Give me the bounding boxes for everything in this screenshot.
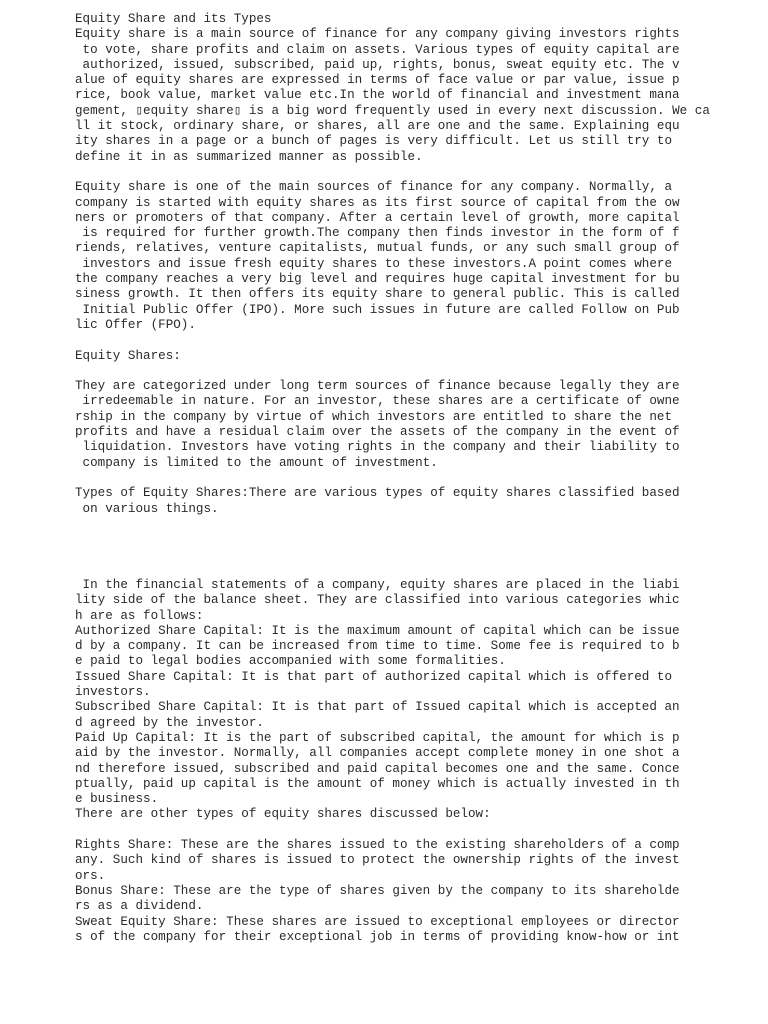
text-line: Types of Equity Shares:There are various types of equity shares classified based: [75, 486, 680, 501]
text-line: rship in the company by virtue of which investors are entitled to share the net: [75, 409, 673, 424]
text-line: investors and issue fresh equity shares to these investors.A point comes where: [75, 256, 673, 271]
text-line: Sweat Equity Share: These shares are issued to exceptional employees or director: [75, 914, 680, 929]
text-line: Bonus Share: These are the type of shares given by the company to its shareholde: [75, 883, 680, 898]
text-line: ity shares in a page or a bunch of pages is very difficult. Let us still try to: [75, 134, 673, 149]
text-line: ll it stock, ordinary share, or shares, all are one and the same. Explaining equ: [75, 119, 680, 134]
text-line: gement, ▯equity share▯ is a big word frequently used in every next discussion. We ca: [75, 103, 710, 118]
text-line: Equity Shares:: [75, 348, 181, 363]
text-line: lic Offer (FPO).: [75, 317, 196, 332]
text-line: nd therefore issued, subscribed and paid capital becomes one and the same. Conce: [75, 761, 680, 776]
blank-line: [75, 563, 755, 578]
text-line: ors.: [75, 868, 106, 883]
document-page: [75, 12, 755, 945]
blank-line: [75, 823, 755, 838]
text-line: Equity Share and its Types: [75, 12, 272, 26]
text-line: Subscribed Share Capital: It is that part of Issued capital which is accepted an: [75, 700, 680, 715]
text-line: aid by the investor. Normally, all companies accept complete money in one shot a: [75, 746, 680, 761]
text-line: irredeemable in nature. For an investor, these shares are a certificate of owne: [75, 394, 680, 409]
text-line: profits and have a residual claim over the assets of the company in the event of: [75, 425, 680, 440]
text-line: define it in as summarized manner as possible.: [75, 149, 423, 164]
text-line: Rights Share: These are the shares issued to the existing shareholders of a comp: [75, 838, 680, 853]
blank-line: [75, 364, 755, 379]
text-line: s of the company for their exceptional job in terms of providing know-how or int: [75, 929, 680, 944]
text-line: liquidation. Investors have voting rights in the company and their liability to: [75, 440, 680, 455]
text-line: company is limited to the amount of investment.: [75, 455, 438, 470]
text-line: Initial Public Offer (IPO). More such issues in future are called Follow on Pub: [75, 302, 680, 317]
text-line: Issued Share Capital: It is that part of authorized capital which is offered to: [75, 669, 673, 684]
blank-line: [75, 517, 755, 532]
text-line: There are other types of equity shares discussed below:: [75, 807, 491, 822]
text-line: investors.: [75, 685, 151, 700]
blank-line: [75, 471, 755, 486]
blank-line: [75, 165, 755, 180]
text-line: Equity share is a main source of finance for any company giving investors rights: [75, 27, 680, 42]
text-line: rice, book value, market value etc.In the world of financial and investment mana: [75, 88, 680, 103]
text-line: to vote, share profits and claim on assets. Various types of equity capital are: [75, 42, 680, 57]
text-line: company is started with equity shares as its first source of capital from the ow: [75, 195, 680, 210]
text-line: on various things.: [75, 501, 219, 516]
text-line: riends, relatives, venture capitalists, mutual funds, or any such small group of: [75, 241, 680, 256]
blank-line: [75, 547, 755, 562]
text-line: e paid to legal bodies accompanied with some formalities.: [75, 654, 506, 669]
text-line: authorized, issued, subscribed, paid up, rights, bonus, sweat equity etc. The v: [75, 57, 680, 72]
text-line: h are as follows:: [75, 608, 204, 623]
text-line: They are categorized under long term sources of finance because legally they are: [75, 379, 680, 394]
text-line: alue of equity shares are expressed in terms of face value or par value, issue p: [75, 73, 680, 88]
text-line: Equity share is one of the main sources of finance for any company. Normally, a: [75, 180, 673, 195]
text-line: any. Such kind of shares is issued to protect the ownership rights of the invest: [75, 853, 680, 868]
text-line: Paid Up Capital: It is the part of subscribed capital, the amount for which is p: [75, 730, 680, 745]
text-line: the company reaches a very big level and requires huge capital investment for bu: [75, 272, 680, 287]
text-line: ners or promoters of that company. After a certain level of growth, more capital: [75, 210, 680, 225]
text-line: rs as a dividend.: [75, 899, 204, 914]
text-line: In the financial statements of a company, equity shares are placed in the liabi: [75, 577, 680, 592]
blank-line: [75, 532, 755, 547]
text-line: Authorized Share Capital: It is the maximum amount of capital which can be issue: [75, 623, 680, 638]
text-line: e business.: [75, 792, 159, 807]
text-line: lity side of the balance sheet. They are classified into various categories whic: [75, 593, 680, 608]
text-line: d agreed by the investor.: [75, 715, 264, 730]
blank-line: [75, 333, 755, 348]
text-line: ptually, paid up capital is the amount of money which is actually invested in th: [75, 776, 680, 791]
text-line: siness growth. It then offers its equity share to general public. This is called: [75, 287, 680, 302]
text-line: is required for further growth.The company then finds investor in the form of f: [75, 226, 680, 241]
text-line: d by a company. It can be increased from time to time. Some fee is required to b: [75, 639, 680, 654]
